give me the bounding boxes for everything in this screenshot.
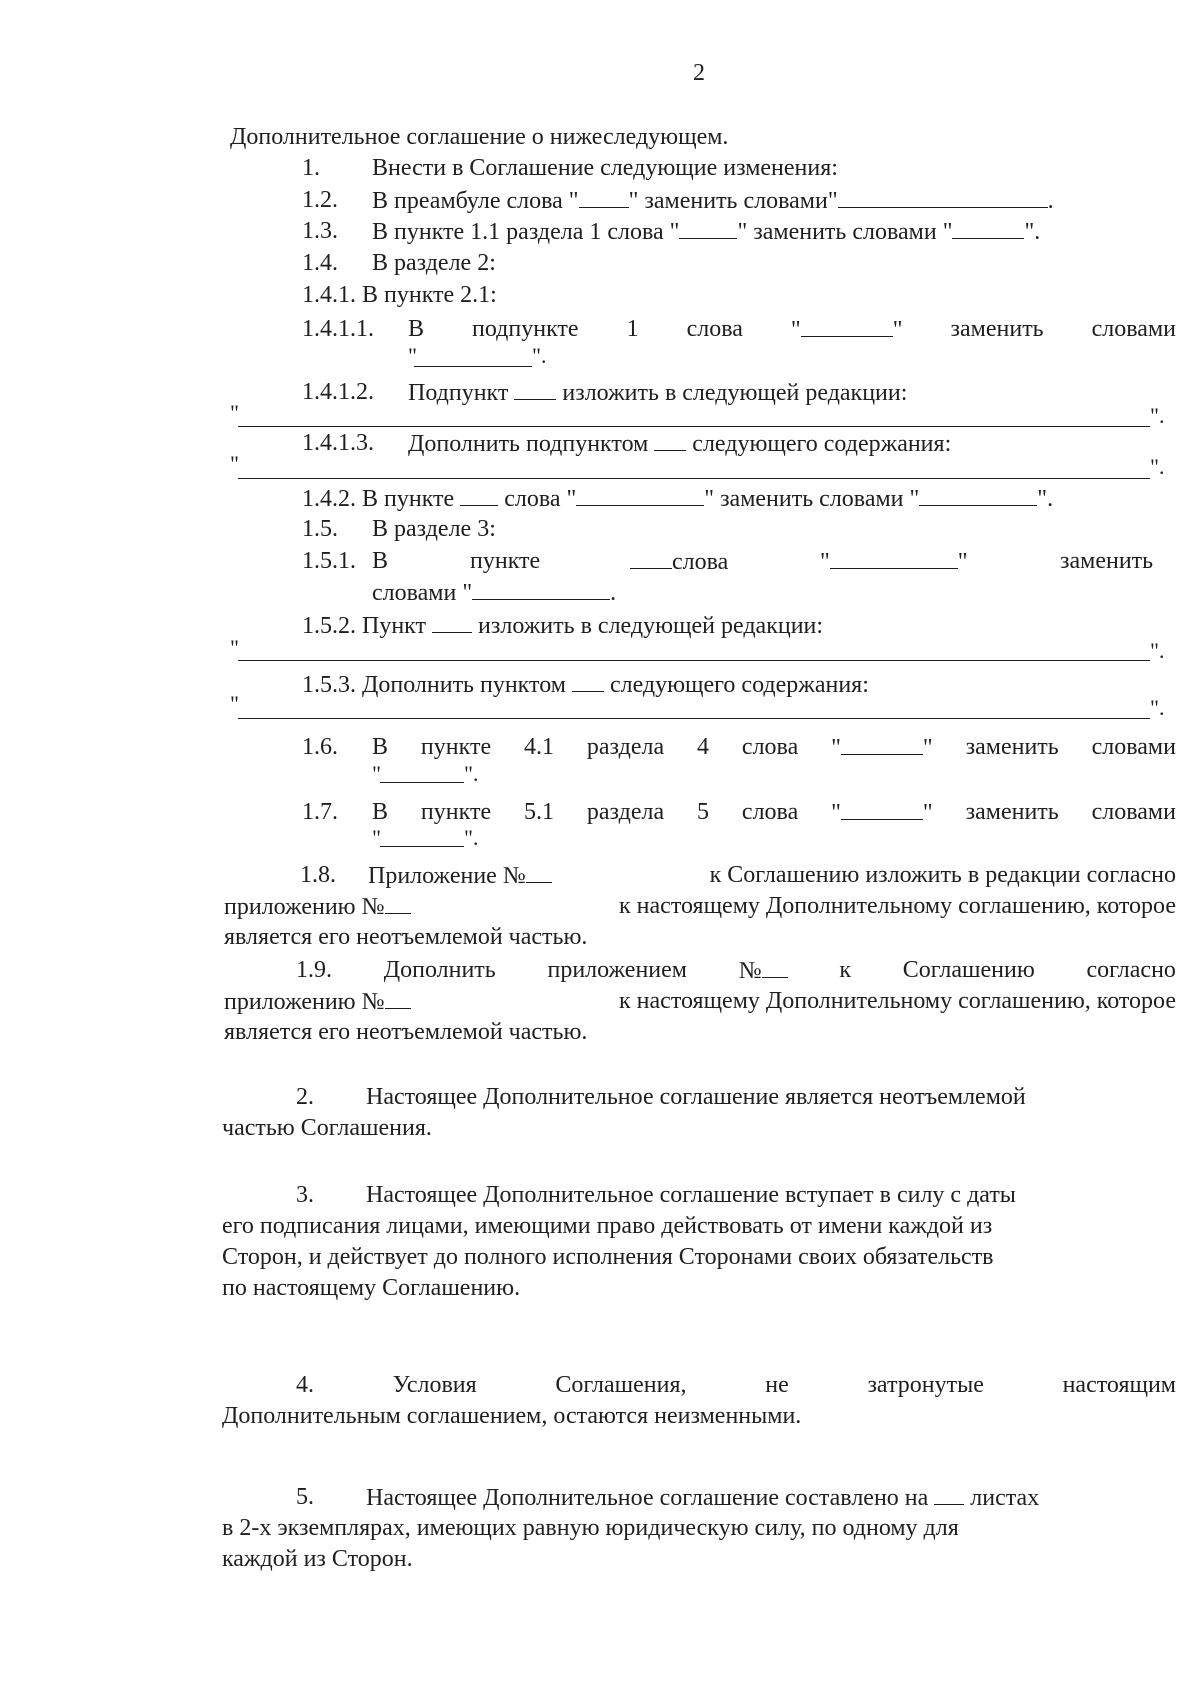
- blank-field: [576, 483, 704, 506]
- item-1-4-2: 1.4.2. В пункте слова " " заменить словами " ".: [302, 483, 1053, 514]
- blank-line: [238, 718, 1150, 719]
- item-5-line2: в 2-х экземплярах, имеющих равную юридическую силу, по одному для: [222, 1515, 959, 1541]
- quote-mark: ".: [1150, 403, 1165, 428]
- quote-mark: ".: [464, 825, 479, 850]
- blank-field: [654, 428, 686, 451]
- item-1-8-line2: приложению № к настоящему Дополнительному соглашению, которое: [224, 893, 1176, 920]
- blank-field: [841, 732, 923, 755]
- intro-line: Дополнительное соглашение о нижеследующем.: [230, 124, 729, 150]
- item-1-5-text: В разделе 3:: [372, 516, 496, 542]
- item-1-2-num: 1.2.: [302, 187, 338, 213]
- item-2-line1: Настоящее Дополнительное соглашение является неотъемлемой: [366, 1084, 1026, 1110]
- quote-mark: ": [408, 343, 417, 368]
- item-1-4-1-1-text: В подпункте 1 слова " " заменить словами: [408, 316, 1176, 343]
- blank-field: [952, 216, 1024, 239]
- item-1-5-1-cont: словами " .: [372, 577, 616, 608]
- blank-field: [934, 1482, 964, 1505]
- item-1-4-num: 1.4.: [302, 250, 338, 276]
- item-1-6-text: В пункте 4.1 раздела 4 слова " " заменить словами: [372, 734, 1176, 761]
- blank-field: [762, 955, 788, 978]
- item-4-line1: 4. Условия Соглашения, не затронутые настоящим: [296, 1372, 1176, 1398]
- item-1-5-1-w2: пункте: [470, 548, 541, 574]
- blank-line: [238, 478, 1150, 479]
- blank-line: [380, 782, 464, 783]
- item-1-5-num: 1.5.: [302, 516, 338, 542]
- item-2-num: 2.: [296, 1084, 314, 1110]
- item-1-5-3: 1.5.3. Дополнить пунктом следующего содержания:: [302, 669, 869, 700]
- quote-mark: ": [230, 451, 239, 476]
- blank-field: [385, 986, 411, 1009]
- item-5-num: 5.: [296, 1484, 314, 1510]
- item-3-line2: его подписания лицами, имеющими право действовать от имени каждой из: [222, 1213, 993, 1239]
- item-1-8-num: 1.8.: [300, 862, 336, 888]
- blank-field: [830, 546, 958, 569]
- item-1-5-1-quote: " ": [820, 546, 968, 577]
- blank-field: [838, 185, 1048, 208]
- item-1-5-1-w1: В: [372, 548, 389, 574]
- blank-line: [380, 846, 464, 847]
- item-1-5-2: 1.5.2. Пункт изложить в следующей редакции:: [302, 610, 823, 641]
- item-1-4-text: В разделе 2:: [372, 250, 496, 276]
- quote-mark: ": [230, 691, 239, 716]
- item-3-line4: по настоящему Соглашению.: [222, 1275, 521, 1301]
- item-3-num: 3.: [296, 1182, 314, 1208]
- blank-field: [572, 669, 604, 692]
- item-1-9-line2: приложению № к настоящему Дополнительному соглашению, которое: [224, 988, 1176, 1015]
- blank-field: [579, 185, 629, 208]
- item-1-3-num: 1.3.: [302, 218, 338, 244]
- item-3-line3: Сторон, и действует до полного исполнения Сторонами своих обязательств: [222, 1244, 994, 1270]
- blank-field: [841, 797, 923, 820]
- blank-field: [919, 483, 1037, 506]
- quote-mark: ".: [1150, 638, 1165, 663]
- blank-field: [514, 377, 556, 400]
- blank-line: [238, 660, 1150, 661]
- quote-mark: ".: [532, 343, 547, 368]
- item-1-4-1-3-text: Дополнить подпунктом следующего содержания:: [408, 428, 951, 459]
- item-1-4-1: 1.4.1. В пункте 2.1:: [302, 282, 497, 308]
- item-1-9-line3: является его неотъемлемой частью.: [224, 1019, 588, 1045]
- item-1-2-text: В преамбуле слова " " заменить словами" .: [372, 185, 1054, 216]
- item-1-4-1-3-num: 1.4.1.3.: [302, 430, 374, 456]
- item-1-8-line3: является его неотъемлемой частью.: [224, 924, 588, 950]
- blank-line: [414, 366, 532, 367]
- item-3-line1: Настоящее Дополнительное соглашение вступает в силу с даты: [366, 1182, 1016, 1208]
- item-1-6-num: 1.6.: [302, 734, 338, 760]
- item-1-5-1-w3: слова: [630, 546, 728, 577]
- item-1-4-1-2-text: Подпункт изложить в следующей редакции:: [408, 377, 907, 408]
- page-number: 2: [693, 60, 705, 86]
- item-1-5-1-w4: заменить: [1060, 548, 1154, 574]
- quote-mark: ": [372, 825, 381, 850]
- quote-mark: ".: [1150, 454, 1165, 479]
- item-1-num: 1.: [302, 155, 320, 181]
- item-1-4-1-2-num: 1.4.1.2.: [302, 379, 374, 405]
- item-5-line3: каждой из Сторон.: [222, 1546, 413, 1572]
- quote-mark: ": [230, 400, 239, 425]
- item-1-9-line1: 1.9. Дополнить приложением № к Соглашению согласно: [296, 957, 1176, 984]
- item-1-8-line1: Приложение № к Соглашению изложить в редакции согласно: [368, 862, 1176, 889]
- item-1-4-1-1-num: 1.4.1.1.: [302, 316, 374, 342]
- blank-field: [432, 610, 472, 633]
- item-1-5-1-num: 1.5.1.: [302, 548, 356, 574]
- blank-line: [238, 426, 1150, 427]
- quote-mark: ": [372, 761, 381, 786]
- blank-field: [472, 577, 610, 600]
- blank-field: [385, 891, 411, 914]
- item-4-line2: Дополнительным соглашением, остаются неизменными.: [222, 1403, 802, 1429]
- item-1-text: Внести в Соглашение следующие изменения:: [372, 155, 838, 181]
- blank-field: [679, 216, 737, 239]
- item-1-3-text: В пункте 1.1 раздела 1 слова " " заменить словами " ".: [372, 216, 1040, 247]
- item-2-line2: частью Соглашения.: [222, 1115, 432, 1141]
- blank-field: [801, 314, 893, 337]
- quote-mark: ": [230, 635, 239, 660]
- item-1-7-text: В пункте 5.1 раздела 5 слова " " заменить словами: [372, 799, 1176, 826]
- blank-field: [460, 483, 498, 506]
- item-5-line1: Настоящее Дополнительное соглашение составлено на листах: [366, 1482, 1039, 1513]
- blank-field: [526, 860, 552, 883]
- item-1-7-num: 1.7.: [302, 799, 338, 825]
- blank-field: [630, 546, 672, 569]
- quote-mark: ".: [1150, 695, 1165, 720]
- quote-mark: ".: [464, 761, 479, 786]
